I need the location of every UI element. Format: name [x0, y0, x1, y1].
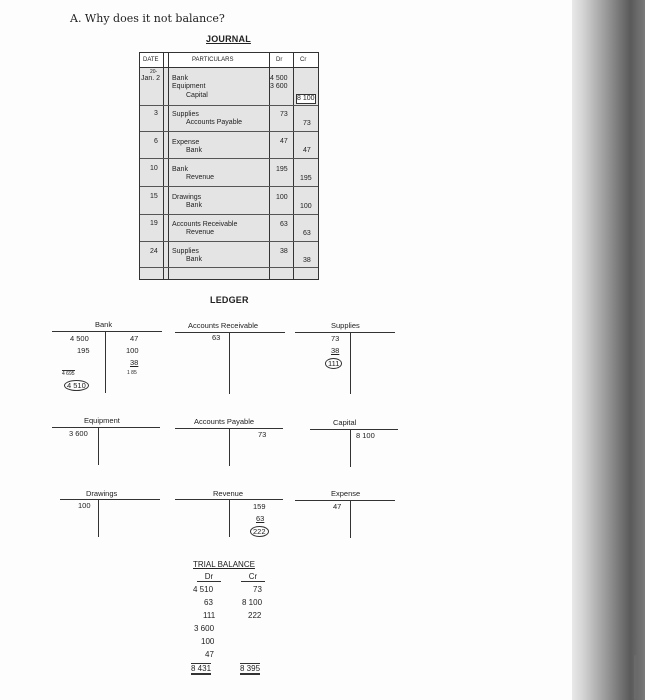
bank-dr-value: 4 500 — [70, 334, 89, 343]
t-account-stem — [98, 499, 99, 537]
trial-balance-cr-value: 73 — [253, 585, 262, 594]
trial-balance-cr-header: Cr — [241, 572, 265, 582]
journal-cr-amount: 47 — [303, 147, 311, 154]
journal-header-date: DATE — [143, 57, 159, 63]
journal-account: Capital — [186, 92, 208, 99]
journal-rule — [140, 267, 318, 268]
journal-account: Equipment — [172, 83, 206, 90]
trial-balance-cr-total: 8 395 — [240, 664, 261, 673]
t-account-stem — [105, 331, 106, 393]
equipment-account-name: Equipment — [84, 416, 120, 425]
journal-date: 19 — [150, 220, 158, 227]
capital-account-name: Capital — [333, 418, 357, 427]
t-account-stem — [350, 332, 351, 394]
journal-date: 15 — [150, 193, 158, 200]
journal-cr-amount: 63 — [303, 230, 311, 237]
journal-title: JOURNAL — [206, 34, 251, 44]
journal-account: Revenue — [186, 229, 215, 236]
revenue-balance: 222 — [250, 526, 269, 537]
journal-dr-amount: 4 500 — [270, 75, 288, 82]
trial-balance-dr-value: 47 — [205, 650, 214, 659]
journal-account: Revenue — [186, 174, 215, 181]
t-account-bar — [295, 500, 395, 501]
journal-account: Supplies — [172, 111, 199, 118]
ar-dr-value: 63 — [212, 333, 221, 342]
equipment-dr-value: 3 600 — [69, 429, 88, 438]
journal-rule — [140, 158, 318, 159]
t-account-stem — [98, 427, 99, 465]
bank-account-name: Bank — [95, 320, 113, 329]
expense-account-name: Expense — [331, 489, 361, 498]
journal-rule — [140, 186, 318, 187]
journal-date: Jan. 2 — [141, 75, 161, 82]
bank-cr-value: 47 — [130, 334, 139, 343]
journal-rule — [140, 131, 318, 132]
scrollbar-thumb[interactable] — [634, 655, 637, 700]
bank-cr-value: 38 — [130, 358, 139, 367]
trial-balance-dr-value: 3 600 — [194, 624, 215, 633]
journal-cr-amount: 100 — [300, 203, 312, 210]
journal-table — [139, 52, 319, 280]
bank-dr-total: 4 695 — [62, 371, 75, 377]
t-account-stem — [229, 428, 230, 466]
journal-dr-amount: 195 — [276, 166, 288, 173]
journal-rule — [140, 241, 318, 242]
ar-account-name: Accounts Receivable — [188, 321, 259, 330]
journal-dr-amount: 47 — [280, 138, 288, 145]
journal-cr-amount: 195 — [300, 175, 312, 182]
capital-cr-value: 8 100 — [356, 431, 375, 440]
supplies-balance: 111 — [325, 358, 342, 369]
revenue-cr-value: 63 — [256, 514, 265, 523]
journal-account: Supplies — [172, 248, 199, 255]
t-account-stem — [350, 500, 351, 538]
trial-balance-dr-value: 4 510 — [193, 585, 214, 594]
t-account-stem — [350, 429, 351, 467]
t-account-bar — [175, 332, 285, 333]
t-account-bar — [60, 499, 160, 500]
ap-cr-value: 73 — [258, 430, 267, 439]
t-account-bar — [310, 429, 398, 430]
trial-balance-title: TRIAL BALANCE — [193, 560, 255, 569]
journal-col-divider — [163, 53, 164, 279]
revenue-cr-value: 159 — [253, 502, 266, 511]
t-account-bar — [52, 331, 162, 332]
revenue-account-name: Revenue — [213, 489, 244, 498]
journal-account: Accounts Payable — [186, 119, 243, 126]
journal-header-dr: Dr — [276, 57, 283, 63]
trial-balance-cr-value: 222 — [248, 611, 262, 620]
journal-dr-amount: 73 — [280, 111, 288, 118]
journal-dr-amount: 3 600 — [270, 83, 288, 90]
ap-account-name: Accounts Payable — [194, 417, 255, 426]
journal-rule — [140, 214, 318, 215]
journal-cr-amount: 73 — [303, 120, 311, 127]
ledger-title: LEDGER — [210, 295, 249, 305]
drawings-dr-value: 100 — [78, 501, 91, 510]
supplies-dr-value: 73 — [331, 334, 340, 343]
journal-date: 10 — [150, 165, 158, 172]
journal-account: Expense — [172, 139, 200, 146]
journal-cr-amount: 8 100 — [297, 95, 315, 102]
question-text: A. Why does it not balance? — [70, 12, 225, 25]
drawings-account-name: Drawings — [86, 489, 118, 498]
bank-balance: 4 510 — [64, 380, 89, 391]
viewer-side-panel — [572, 0, 645, 700]
journal-rule — [140, 105, 318, 106]
trial-balance-dr-value: 63 — [204, 598, 213, 607]
journal-account: Drawings — [172, 194, 202, 201]
journal-account: Bank — [172, 75, 188, 82]
journal-dr-amount: 38 — [280, 248, 288, 255]
trial-balance-dr-value: 100 — [201, 637, 215, 646]
journal-date: 6 — [154, 138, 158, 145]
journal-year: 20- — [150, 69, 158, 75]
supplies-account-name: Supplies — [331, 321, 360, 330]
journal-date: 24 — [150, 248, 158, 255]
journal-cr-amount: 38 — [303, 257, 311, 264]
expense-dr-value: 47 — [333, 502, 342, 511]
journal-header-cr: Cr — [300, 57, 307, 63]
journal-date: 3 — [154, 110, 158, 117]
t-account-bar — [52, 427, 160, 428]
trial-balance-dr-header: Dr — [197, 572, 221, 582]
trial-balance-cr-value: 8 100 — [242, 598, 263, 607]
journal-col-divider — [168, 53, 169, 279]
journal-account: Bank — [186, 202, 202, 209]
trial-balance-dr-total: 8 431 — [191, 664, 212, 673]
journal-account: Accounts Receivable — [172, 221, 238, 228]
journal-dr-amount: 63 — [280, 221, 288, 228]
bank-dr-value: 195 — [77, 346, 90, 355]
bank-cr-value: 100 — [126, 346, 139, 355]
bank-cr-total: 1 85 — [127, 370, 137, 376]
journal-account: Bank — [186, 256, 202, 263]
t-account-bar — [295, 332, 395, 333]
trial-balance-dr-value: 111 — [203, 611, 216, 620]
t-account-stem — [229, 332, 230, 394]
journal-col-divider — [293, 53, 294, 279]
supplies-dr-value: 38 — [331, 346, 340, 355]
journal-dr-amount: 100 — [276, 194, 288, 201]
journal-header-particulars: PARTICULARS — [192, 57, 234, 63]
journal-account: Bank — [172, 166, 188, 173]
t-account-stem — [229, 499, 230, 537]
journal-account: Bank — [186, 147, 202, 154]
